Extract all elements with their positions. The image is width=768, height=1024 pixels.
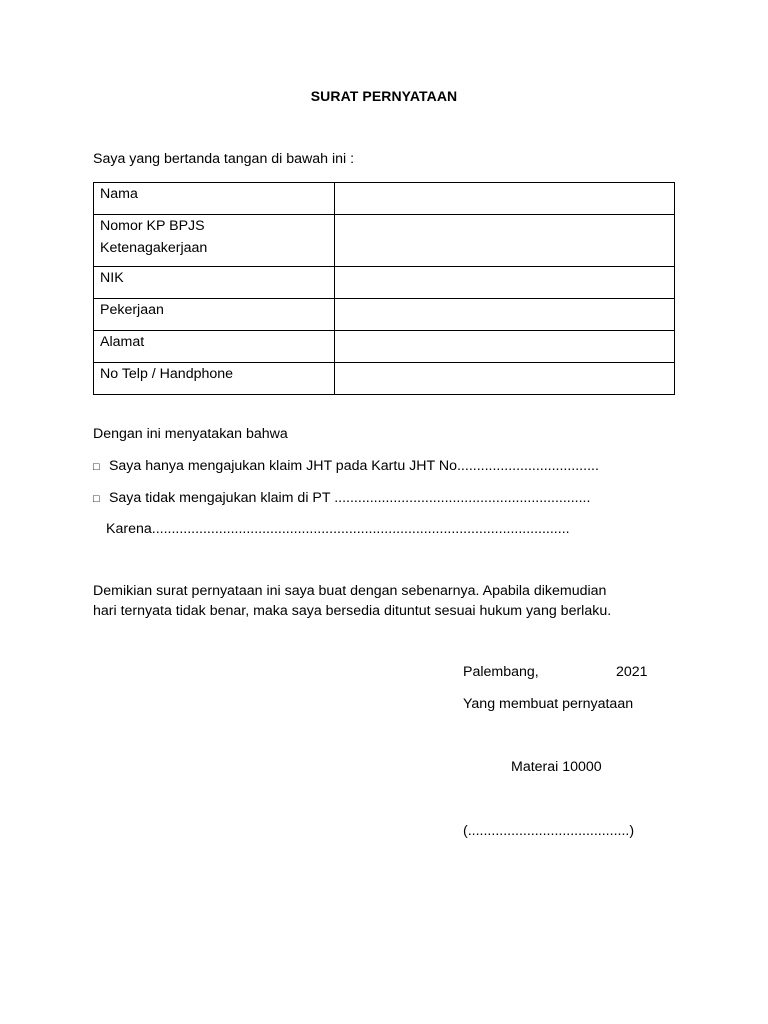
table-row (94, 331, 675, 363)
table-row (94, 267, 675, 299)
identity-table (93, 182, 675, 395)
field-label-nama: Nama (94, 183, 335, 215)
checkbox-icon[interactable]: □ (93, 493, 100, 505)
option-no-claim-pt (93, 490, 590, 506)
statement-intro: Dengan ini menyatakan bahwa (93, 426, 288, 442)
field-value-pekerjaan[interactable] (335, 299, 675, 331)
table-row (94, 363, 675, 395)
closing-line: hari ternyata tidak benar, maka saya bersedia dituntut sesuai hukum yang berlaku. (93, 603, 612, 619)
closing-line: Demikian surat pernyataan ini saya buat dengan sebenarnya. Apabila dikemudian (93, 583, 607, 599)
reason-line: Karena.......................................................................................................... (106, 521, 570, 537)
field-value-telp[interactable] (335, 363, 675, 395)
field-label-nik: NIK (94, 267, 335, 299)
table-row (94, 183, 675, 215)
field-label-nomor-kp (94, 215, 335, 267)
signature-place: Palembang, (463, 664, 539, 680)
closing-paragraph (93, 581, 693, 621)
document-title: SURAT PERNYATAAN (310, 88, 458, 104)
signature-year: 2021 (616, 664, 648, 680)
option-jht-card-text: Saya hanya mengajukan klaim JHT pada Kartu JHT No.................................... (108, 458, 599, 474)
option-no-claim-pt-text: Saya tidak mengajukan klaim di PT ................................................................. (108, 490, 591, 506)
field-value-nama[interactable] (335, 183, 675, 215)
field-label-telp: No Telp / Handphone (94, 363, 335, 395)
signature-maker-label: Yang membuat pernyataan (463, 696, 634, 712)
field-label-line: Nomor KP BPJS (100, 218, 205, 234)
field-value-alamat[interactable] (335, 331, 675, 363)
field-value-nik[interactable] (335, 267, 675, 299)
table-row (94, 299, 675, 331)
option-jht-card (93, 458, 599, 474)
stamp-label: Materai 10000 (511, 759, 602, 775)
field-label-pekerjaan: Pekerjaan (94, 299, 335, 331)
field-label-line: Ketenagakerjaan (100, 240, 208, 256)
intro-text: Saya yang bertanda tangan di bawah ini : (93, 151, 355, 167)
table-row (94, 215, 675, 267)
checkbox-icon[interactable]: □ (93, 461, 100, 473)
field-value-nomor-kp[interactable] (335, 215, 675, 267)
signature-name-blank: (.........................................) (463, 823, 635, 839)
field-label-alamat: Alamat (94, 331, 335, 363)
